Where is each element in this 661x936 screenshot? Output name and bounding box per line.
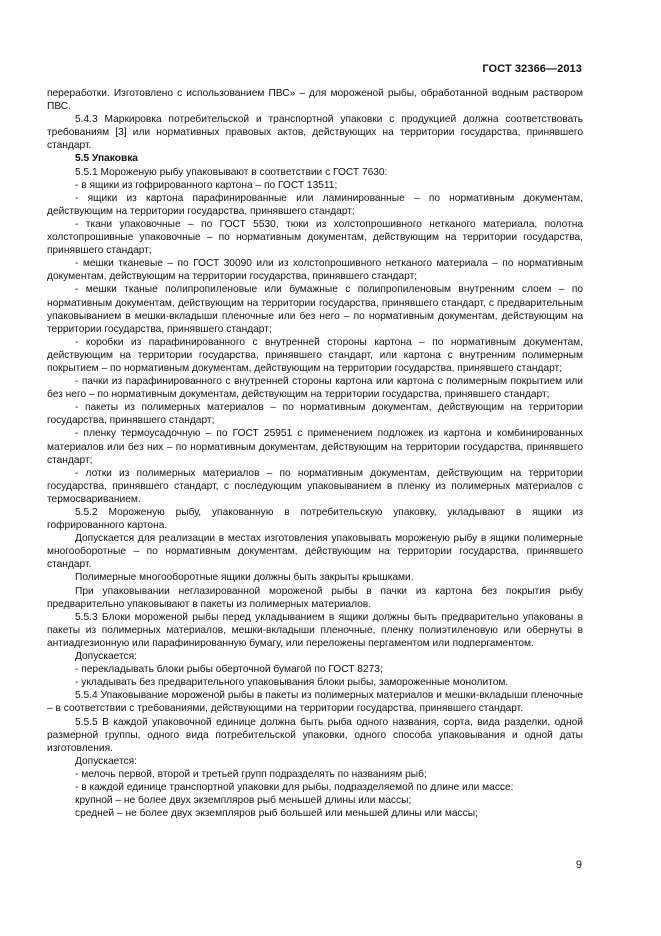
paragraph: 5.5.1 Мороженую рыбу упаковывают в соответствии с ГОСТ 7630: (75, 166, 388, 178)
list-item: - коробки из парафинированного с внутренней стороны картона – по нормативным документам, действующим на территории государства, принявшего стандарт, или картона с внутренним полимерным покрытием – по нормативным документам, действующим на территории государства, принявшего стандарт; (47, 336, 583, 374)
paragraph: Допускается: (75, 755, 137, 767)
section-heading: 5.5 Упаковка (75, 153, 138, 165)
list-item: - в каждой единице транспортной упаковки для рыбы, подразделяемой по длине или массе: (75, 781, 514, 793)
list-item: - лотки из полимерных материалов – по нормативным документам, действующим на территории государства, принявшего стандарт, с последующим упаковыванием в пленку из полимерных материалов с термосвариванием. (47, 467, 583, 505)
paragraph: 5.5.4 Упаковывание мороженой рыбы в пакеты из полимерных материалов и мешки-вкладыши пленочные – в соответствии с требованиями, действующими на территории государства, принявшего стандарт. (47, 690, 583, 715)
page-number: 9 (575, 859, 582, 871)
paragraph: 5.5.2 Мороженую рыбу, упакованную в потребительскую упаковку, укладывают в ящики из гофрированного картона. (47, 507, 583, 532)
list-item: - пачки из парафинированного с внутренней стороны картона или картона с полимерным покрытием или без него – по нормативным документам, действующим на территории государства, принявшего стандарт; (47, 376, 583, 401)
list-item: - мелочь первой, второй и третьей групп подразделять по названиям рыб; (75, 768, 427, 780)
list-item: - мешки тканые полипропиленовые или бумажные с полипропиленовым внутренним слоем – по нормативным документам, действующим на территории государства, принявшего стандарт, с предварительным упаковыванием в мешки-вкладыши пленочные или без него – по нормативным документам, действующим на территории государства, принявшего стандарт; (47, 284, 583, 335)
document-body (47, 87, 583, 820)
document-header: ГОСТ 32366—2013 (482, 63, 582, 75)
list-item: - в ящики из гофрированного картона – по ГОСТ 13511; (75, 179, 338, 191)
paragraph: 5.5.5 В каждой упаковочной единице должна быть рыба одного названия, сорта, вида разделки, одной размерной группы, одного вида потребительской упаковки, одного способа упаковывания и одной даты изготовления. (47, 716, 583, 754)
list-item: крупной – не более двух экземпляров рыб меньшей длины или массы; (75, 795, 412, 807)
paragraph: 5.5.3 Блоки мороженой рыбы перед укладыванием в ящики должны быть предварительно упакованы в пакеты из полимерных материалов, мешки-вкладыши пленочные, пленку полиэтиленовую или обернуты в антиадгезионную или парафинированную бумагу, или переложены пергаментом или подпергаментом. (47, 611, 583, 649)
list-item: - перекладывать блоки рыбы оберточной бумагой по ГОСТ 8273; (75, 664, 383, 676)
paragraph: Допускается: (75, 651, 137, 663)
paragraph: 5.4.3 Маркировка потребительской и транспортной упаковки с продукцией должна соответствовать требованиям [3] или нормативных правовых актов, действующих на территории государства, принявшего стандарт. (47, 114, 583, 152)
paragraph: переработки. Изготовлено с использованием ПВС» – для мороженой рыбы, обработанной водным раствором ПВС. (47, 88, 583, 113)
list-item: - укладывать без предварительного упаковывания блоки рыбы, замороженные монолитом. (75, 677, 509, 689)
list-item: - ткани упаковочные – по ГОСТ 5530, тюки из холстопрошивного нетканого материала, полотна холстопрошивные упаковочные – по нормативным документам, действующим на территории государства, принявшего стандарт; (47, 218, 583, 257)
paragraph: При упаковывании неглазированной мороженой рыбы в пачки из картона без покрытия рыбу предварительно упаковывают в пакеты из полимерных материалов. (47, 585, 583, 610)
list-item: - ящики из картона парафинированные или ламинированные – по нормативным документам, действующим на территории государства, принявшего стандарт; (47, 192, 583, 217)
list-item: средней – не более двух экземпляров рыб большей или меньшей длины или массы; (75, 808, 478, 820)
list-item: - мешки тканевые – по ГОСТ 30090 или из холстопрошивного нетканого материала – по нормативным документам, действующим на территории государства, принявшего стандарт; (47, 258, 583, 283)
list-item: - пакеты из полимерных материалов – по нормативным документам, действующим на территории государства, принявшего стандарт; (47, 402, 583, 427)
paragraph: Полимерные многооборотные ящики должны быть закрыты крышками. (75, 572, 414, 584)
list-item: - пленку термоусадочную – по ГОСТ 25951 с применением подложек из картона и комбинированных материалов или без них – по нормативным документам, действующим на территории государства, принявшего стандарт; (47, 428, 583, 466)
paragraph: Допускается для реализации в местах изготовления упаковывать мороженую рыбу в ящики полимерные многооборотные – по нормативным документам, действующим на территории государства, принявшего стандарт. (47, 533, 583, 571)
